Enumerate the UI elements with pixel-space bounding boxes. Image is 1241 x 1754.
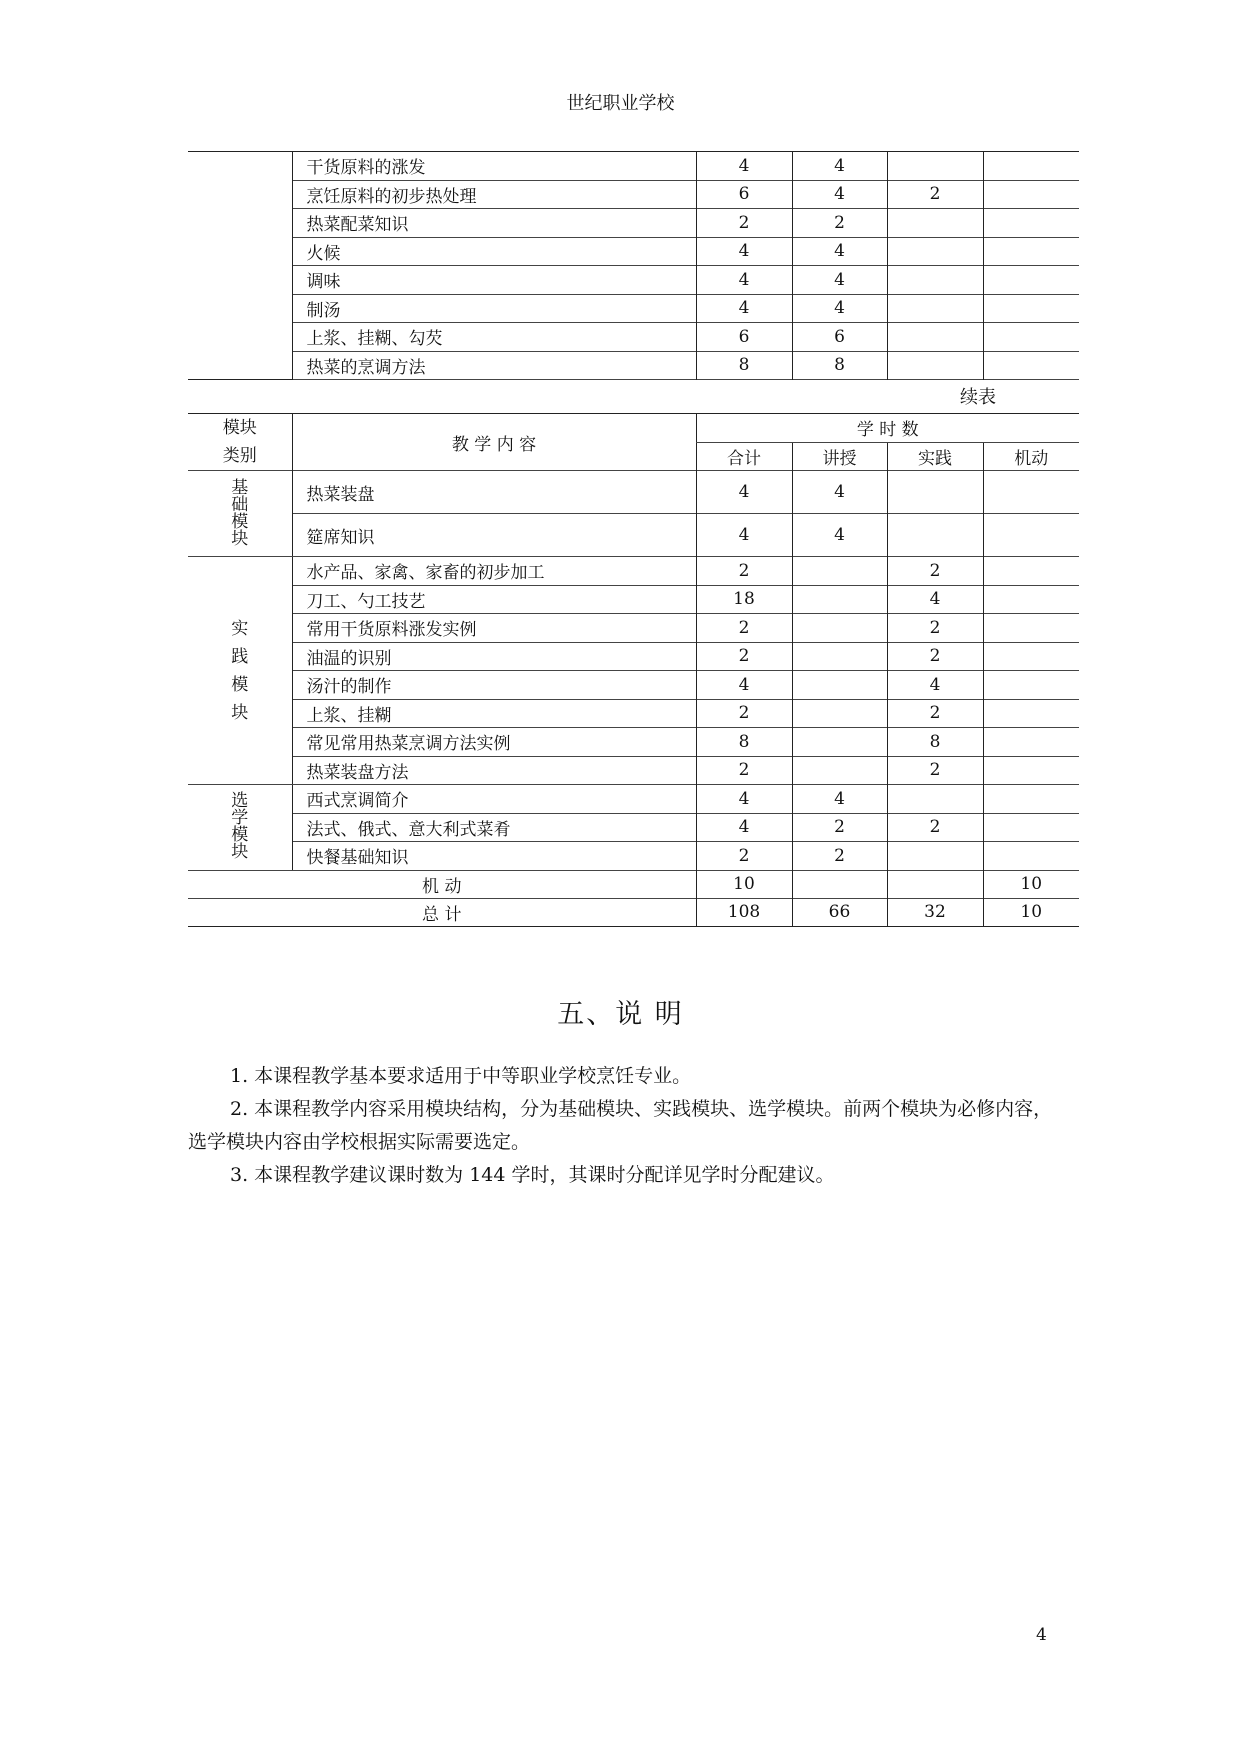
content-cell: 法式、俄式、意大利式菜肴 — [292, 813, 696, 842]
total-cell: 2 — [696, 642, 792, 671]
table-row — [188, 209, 1079, 238]
content-cell: 筵席知识 — [292, 514, 696, 557]
practice-cell: 2 — [887, 699, 983, 728]
practice-cell — [887, 514, 983, 557]
table-row — [188, 842, 1079, 871]
category-header-line1: 模块 — [222, 418, 257, 438]
total-cell: 2 — [696, 209, 792, 238]
lecture-cell: 8 — [792, 351, 887, 380]
lecture-cell: 2 — [792, 813, 887, 842]
lecture-cell — [792, 642, 887, 671]
table-row — [188, 585, 1079, 614]
paragraph-1: 1. 本课程教学基本要求适用于中等职业学校烹饪专业。 — [230, 1065, 692, 1087]
content-cell: 刀工、勺工技艺 — [292, 585, 696, 614]
table-row — [188, 756, 1079, 785]
content-cell: 常见常用热菜烹调方法实例 — [292, 728, 696, 757]
table-row — [188, 180, 1079, 209]
paragraph-3: 3. 本课程教学建议课时数为 144 学时，其课时分配详见学时分配建议。 — [230, 1164, 835, 1186]
hours-table-main — [188, 413, 1079, 927]
lecture-cell — [792, 699, 887, 728]
flex-row-lecture — [792, 870, 887, 898]
practice-cell — [887, 842, 983, 871]
total-header: 合计 — [696, 442, 792, 471]
practice-header: 实践 — [887, 442, 983, 471]
flex-row-flex: 10 — [983, 870, 1079, 898]
flex-cell — [983, 514, 1079, 557]
practice-cell: 2 — [887, 557, 983, 586]
flex-cell — [983, 585, 1079, 614]
lecture-cell — [792, 728, 887, 757]
practice-cell — [887, 209, 983, 238]
lecture-cell: 4 — [792, 514, 887, 557]
table-row — [188, 557, 1079, 586]
table-row — [188, 514, 1079, 557]
content-cell: 上浆、挂糊、勾芡 — [292, 323, 696, 352]
flex-cell — [983, 471, 1079, 514]
content-cell: 烹饪原料的初步热处理 — [292, 180, 696, 209]
module-category: 基 础 模 块 — [188, 471, 292, 557]
table-row — [188, 642, 1079, 671]
lecture-header: 讲授 — [792, 442, 887, 471]
table-row — [188, 294, 1079, 323]
total-cell: 4 — [696, 237, 792, 266]
lecture-cell: 4 — [792, 471, 887, 514]
practice-cell: 4 — [887, 671, 983, 700]
lecture-cell: 6 — [792, 323, 887, 352]
practice-cell: 2 — [887, 642, 983, 671]
category-cell-blank — [188, 152, 292, 380]
paragraph-2: 2. 本课程教学内容采用模块结构，分为基础模块、实践模块、选学模块。前两个模块为必修内容，选学模块内容由学校根据实际需要选定。 — [188, 1098, 1053, 1153]
table-row — [188, 237, 1079, 266]
flex-cell — [983, 728, 1079, 757]
practice-cell — [887, 294, 983, 323]
total-cell: 4 — [696, 813, 792, 842]
flex-header: 机动 — [983, 442, 1079, 471]
table-row — [188, 351, 1079, 380]
lecture-cell — [792, 557, 887, 586]
total-cell: 4 — [696, 671, 792, 700]
flex-cell — [983, 842, 1079, 871]
content-cell: 干货原料的涨发 — [292, 152, 696, 181]
total-cell: 8 — [696, 351, 792, 380]
table-row — [188, 813, 1079, 842]
lecture-cell — [792, 585, 887, 614]
lecture-cell: 4 — [792, 237, 887, 266]
lecture-cell: 4 — [792, 266, 887, 295]
flex-cell — [983, 557, 1079, 586]
section-title: 五、说 明 — [557, 999, 684, 1030]
practice-cell: 4 — [887, 585, 983, 614]
practice-cell: 2 — [887, 813, 983, 842]
content-header: 教 学 内 容 — [292, 414, 696, 471]
lecture-cell — [792, 671, 887, 700]
content-cell: 热菜的烹调方法 — [292, 351, 696, 380]
flex-cell — [983, 294, 1079, 323]
content-cell: 油温的识别 — [292, 642, 696, 671]
content-cell: 热菜装盘方法 — [292, 756, 696, 785]
practice-cell — [887, 351, 983, 380]
page-header: 世纪职业学校 — [566, 93, 675, 114]
content-cell: 常用干货原料涨发实例 — [292, 614, 696, 643]
total-row-lecture: 66 — [792, 898, 887, 926]
total-row-label: 总 计 — [422, 904, 462, 925]
total-cell: 4 — [696, 266, 792, 295]
flex-row-practice — [887, 870, 983, 898]
total-cell: 2 — [696, 756, 792, 785]
content-cell: 调味 — [292, 266, 696, 295]
content-cell: 水产品、家禽、家畜的初步加工 — [292, 557, 696, 586]
total-row-practice: 32 — [887, 898, 983, 926]
flex-cell — [983, 699, 1079, 728]
page-number: 4 — [1036, 1625, 1047, 1645]
total-cell: 18 — [696, 585, 792, 614]
hours-header: 学 时 数 — [696, 414, 1079, 443]
practice-cell — [887, 266, 983, 295]
practice-cell — [887, 471, 983, 514]
content-cell: 火候 — [292, 237, 696, 266]
practice-cell — [887, 152, 983, 181]
total-cell: 4 — [696, 514, 792, 557]
lecture-cell: 4 — [792, 294, 887, 323]
table-row — [188, 323, 1079, 352]
lecture-cell: 2 — [792, 842, 887, 871]
total-cell: 4 — [696, 785, 792, 814]
practice-cell: 8 — [887, 728, 983, 757]
practice-cell: 2 — [887, 180, 983, 209]
module-category: 实 践 模 块 — [188, 557, 292, 785]
flex-cell — [983, 180, 1079, 209]
flex-cell — [983, 642, 1079, 671]
practice-cell — [887, 785, 983, 814]
flex-cell — [983, 237, 1079, 266]
flex-cell — [983, 351, 1079, 380]
total-row-total: 108 — [696, 898, 792, 926]
total-cell: 4 — [696, 471, 792, 514]
practice-cell — [887, 323, 983, 352]
lecture-cell: 4 — [792, 152, 887, 181]
flex-cell — [983, 756, 1079, 785]
content-cell: 上浆、挂糊 — [292, 699, 696, 728]
total-cell: 2 — [696, 614, 792, 643]
total-cell: 2 — [696, 557, 792, 586]
flex-cell — [983, 785, 1079, 814]
table-row — [188, 699, 1079, 728]
lecture-cell: 2 — [792, 209, 887, 238]
content-cell: 热菜配菜知识 — [292, 209, 696, 238]
content-cell: 制汤 — [292, 294, 696, 323]
lecture-cell: 4 — [792, 180, 887, 209]
category-header — [188, 414, 292, 471]
content-cell: 西式烹调简介 — [292, 785, 696, 814]
table-row — [188, 785, 1079, 814]
content-cell: 快餐基础知识 — [292, 842, 696, 871]
hours-table-top — [188, 151, 1079, 380]
continued-label: 续表 — [960, 387, 996, 408]
practice-cell: 2 — [887, 614, 983, 643]
content-cell: 热菜装盘 — [292, 471, 696, 514]
total-cell: 6 — [696, 180, 792, 209]
total-cell: 4 — [696, 294, 792, 323]
flex-cell — [983, 209, 1079, 238]
table-row — [188, 152, 1079, 181]
table-row — [188, 266, 1079, 295]
total-cell: 4 — [696, 152, 792, 181]
category-header-line2: 类别 — [222, 446, 257, 466]
flex-cell — [983, 614, 1079, 643]
flex-row-total: 10 — [696, 870, 792, 898]
table-row — [188, 471, 1079, 514]
table-row — [188, 671, 1079, 700]
flex-cell — [983, 323, 1079, 352]
lecture-cell — [792, 614, 887, 643]
flex-row-label: 机 动 — [422, 876, 462, 897]
flex-cell — [983, 152, 1079, 181]
total-cell: 6 — [696, 323, 792, 352]
lecture-cell: 4 — [792, 785, 887, 814]
total-cell: 8 — [696, 728, 792, 757]
table-row — [188, 728, 1079, 757]
module-category: 选 学 模 块 — [188, 785, 292, 871]
flex-cell — [983, 813, 1079, 842]
total-cell: 2 — [696, 842, 792, 871]
table-row — [188, 614, 1079, 643]
practice-cell — [887, 237, 983, 266]
total-row-flex: 10 — [983, 898, 1079, 926]
total-cell: 2 — [696, 699, 792, 728]
lecture-cell — [792, 756, 887, 785]
flex-cell — [983, 266, 1079, 295]
practice-cell: 2 — [887, 756, 983, 785]
flex-cell — [983, 671, 1079, 700]
content-cell: 汤汁的制作 — [292, 671, 696, 700]
